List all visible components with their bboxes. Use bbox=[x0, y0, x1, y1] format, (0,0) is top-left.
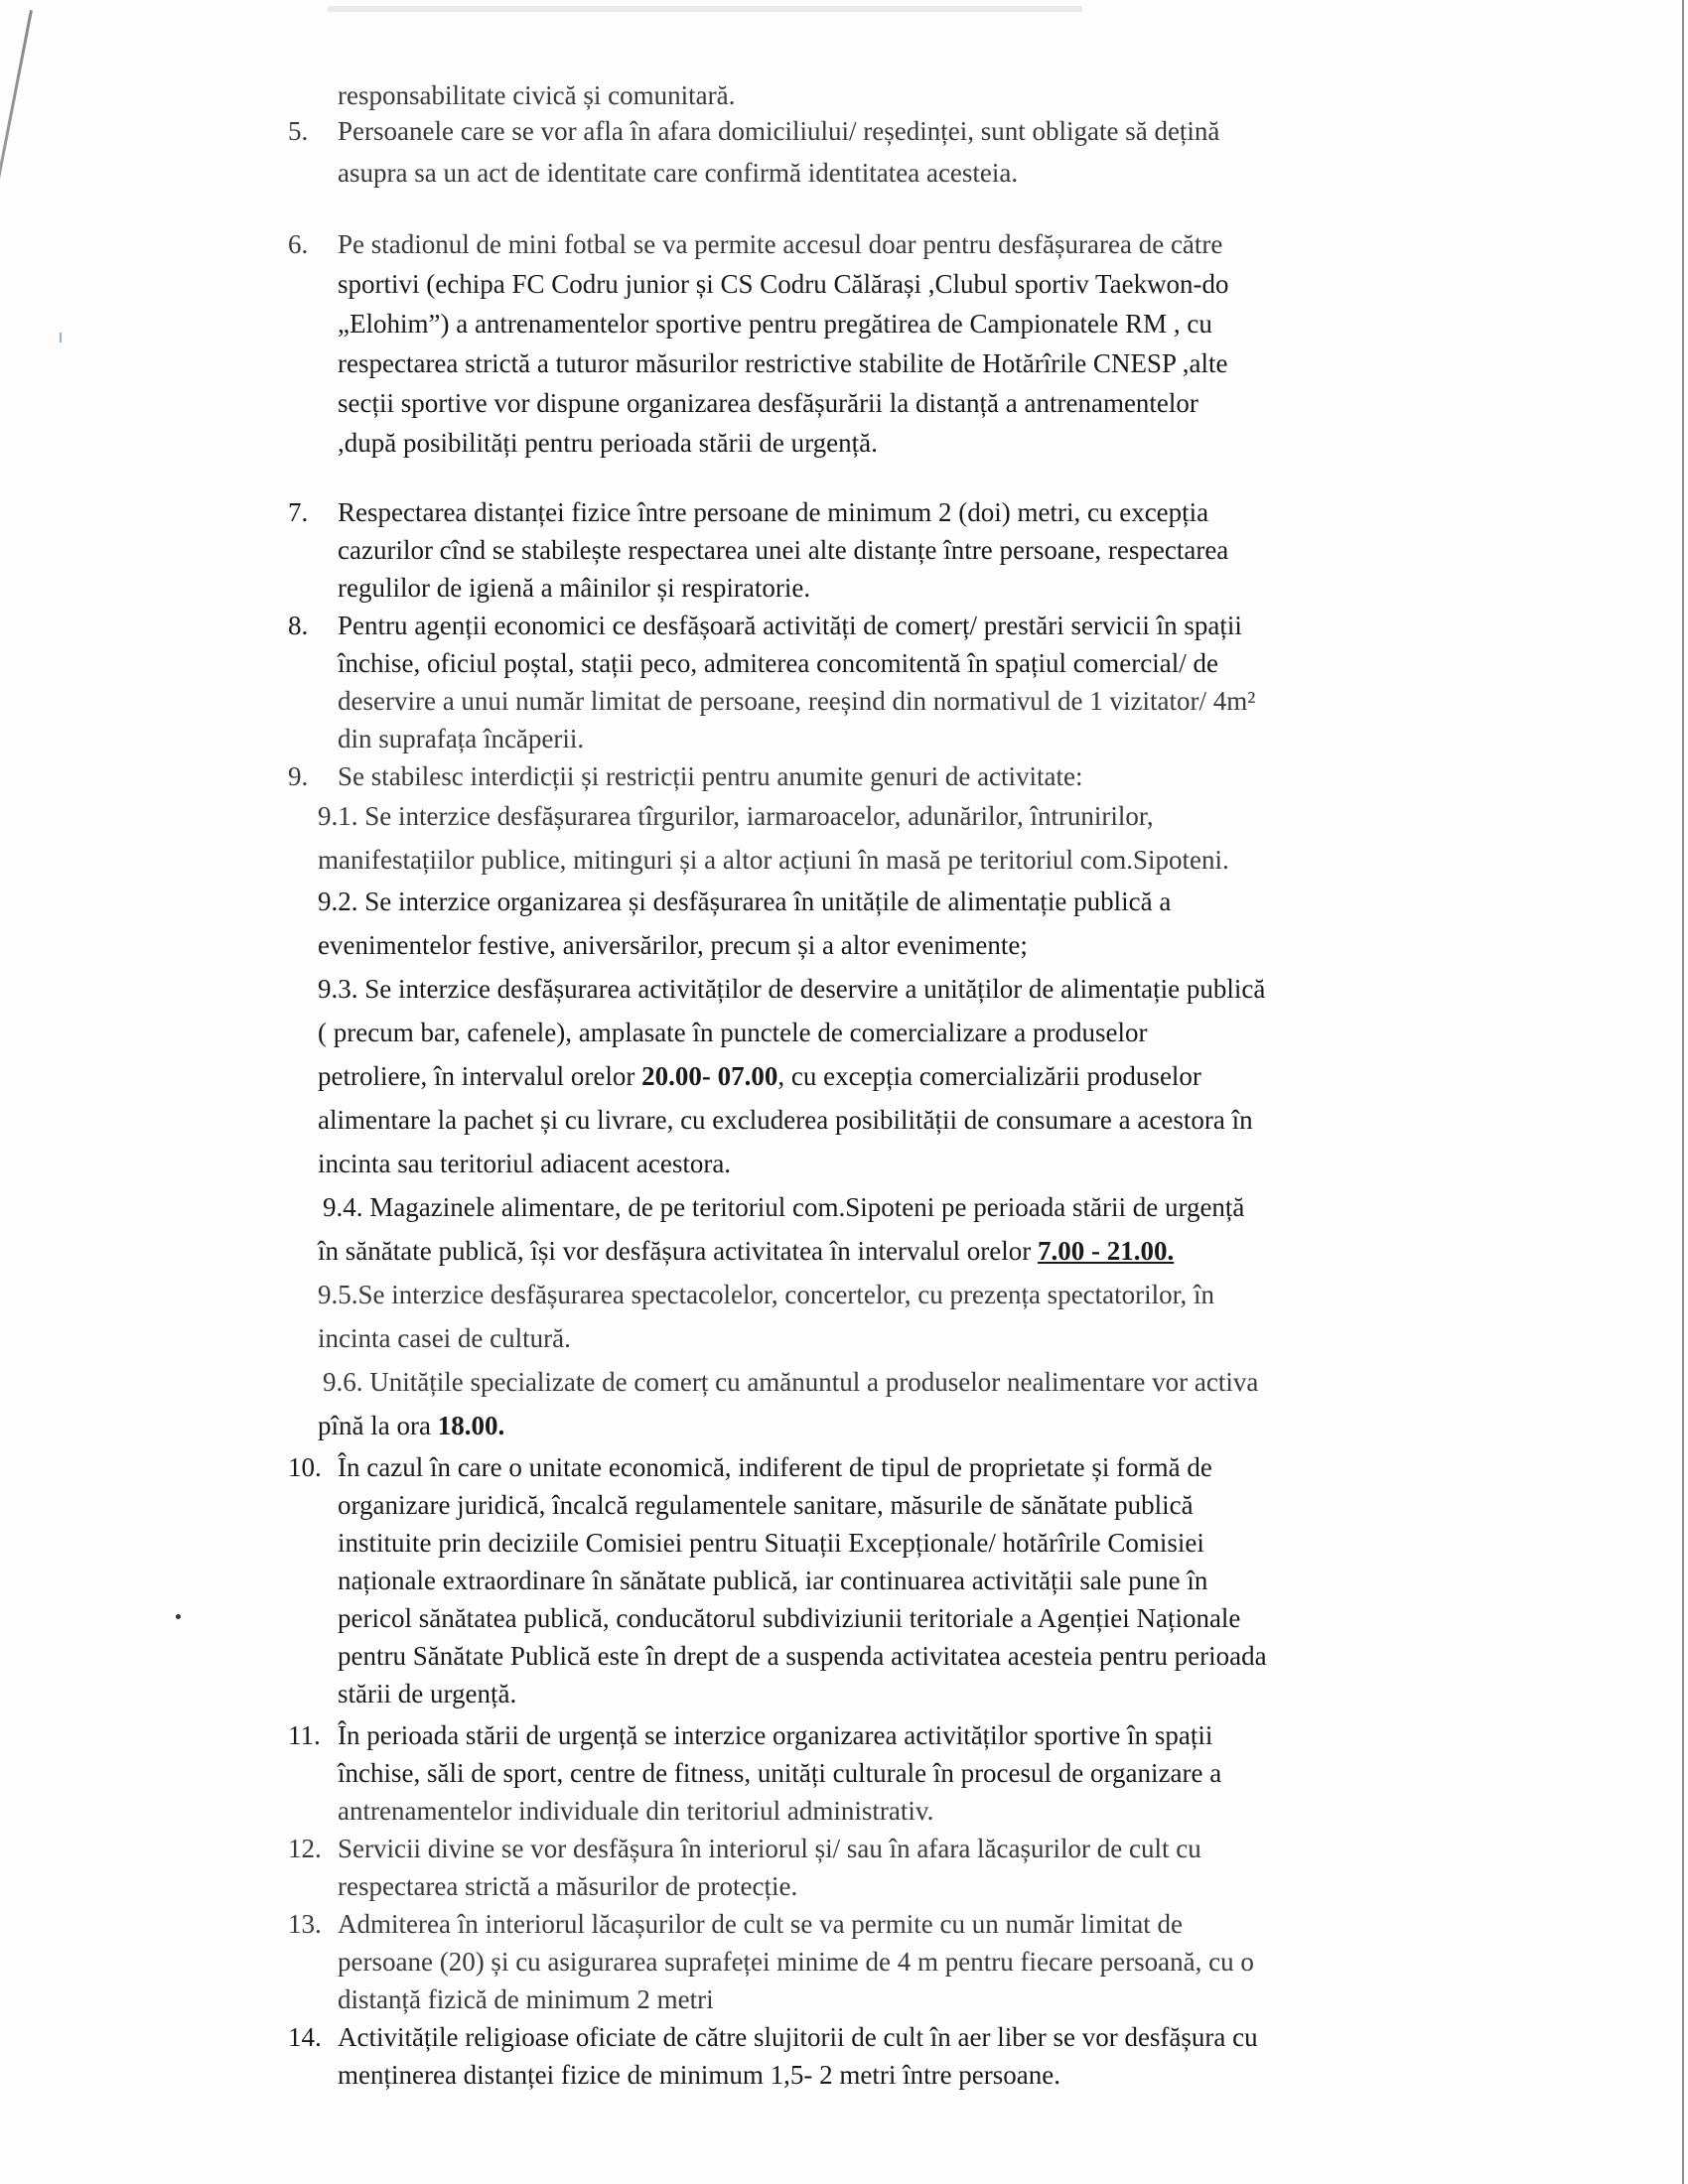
item10-line: stării de urgență. bbox=[338, 1679, 517, 1708]
scan-artifact-dot bbox=[176, 1614, 181, 1619]
item11-line: În perioada stării de urgență se interzice organizarea activităților sportive în spații bbox=[338, 1720, 1213, 1750]
scan-artifact-right-edge bbox=[1682, 0, 1684, 2184]
item9-6-text: pînă la ora bbox=[318, 1411, 438, 1440]
item6-line: Pe stadionul de mini fotbal se va permite accesul doar pentru desfășurarea de către bbox=[338, 229, 1223, 259]
item9-6-line bbox=[318, 1410, 504, 1441]
item10-line: organizare juridică, încalcă regulamentele sanitare, măsurile de sănătate publică bbox=[338, 1490, 1194, 1520]
item13-line: persoane (20) și cu asigurarea suprafeței minime de 4 m pentru fiecare persoană, cu o bbox=[338, 1947, 1254, 1977]
item10-line: naționale extraordinare în sănătate publică, iar continuarea activității sale pune în bbox=[338, 1566, 1208, 1595]
item12-line: Servicii divine se vor desfășura în interiorul și/ sau în afara lăcașurilor de cult cu bbox=[338, 1834, 1201, 1863]
item9-4-hours: 7.00 - 21.00. bbox=[1037, 1236, 1175, 1266]
item9-3-line: 9.3. Se interzice desfășurarea activităților de deservire a unităților de alimentație publică bbox=[318, 974, 1266, 1004]
item12-number: 12. bbox=[288, 1834, 322, 1863]
item9-4-text: în sănătate publică, își vor desfășura activitatea în intervalul orelor bbox=[318, 1236, 1038, 1266]
item7-line: cazurilor cînd se stabilește respectarea unei alte distanțe între persoane, respectarea bbox=[338, 535, 1229, 565]
item13-line: Admiterea în interiorul lăcașurilor de cult se va permite cu un număr limitat de bbox=[338, 1909, 1183, 1939]
item9-3-text: , cu excepția comercializării produselor bbox=[777, 1061, 1201, 1091]
item9-6-line: 9.6. Unitățile specializate de comerț cu amănuntul a produselor nealimentare vor activa bbox=[323, 1367, 1259, 1397]
item10-line: pentru Sănătate Publică este în drept de a suspenda activitatea acesteia pentru perioada bbox=[338, 1641, 1267, 1671]
item10-line: pericol sănătatea publică, conducătorul subdiviziunii teritoriale a Agenției Naționale bbox=[338, 1603, 1241, 1633]
item5-line: Persoanele care se vor afla în afara domiciliului/ reședinței, sunt obligate să dețină bbox=[338, 116, 1220, 146]
item13-number: 13. bbox=[288, 1909, 322, 1939]
item6-line: secții sportive vor dispune organizarea desfășurării la distanță a antrenamentelor bbox=[338, 388, 1198, 418]
item9-3-hours: 20.00- 07.00 bbox=[641, 1061, 778, 1091]
item9-3-line: incinta sau teritoriul adiacent acestora. bbox=[318, 1149, 732, 1178]
item6-line: sportivi (echipa FC Codru junior și CS Codru Călărași ,Clubul sportiv Taekwon-do bbox=[338, 269, 1229, 299]
item7-number: 7. bbox=[288, 497, 309, 527]
item9-intro: Se stabilesc interdicții și restricții pentru anumite genuri de activitate: bbox=[338, 761, 1083, 791]
item13-line: distanță fizică de minimum 2 metri bbox=[338, 1984, 714, 2014]
item9-3-text: petroliere, în intervalul orelor bbox=[318, 1061, 642, 1091]
item9-2-line: 9.2. Se interzice organizarea și desfășurarea în unitățile de alimentație publică a bbox=[318, 887, 1172, 916]
item8-line: din suprafața încăperii. bbox=[338, 724, 585, 753]
item9-1-line: 9.1. Se interzice desfășurarea tîrgurilor, iarmaroacelor, adunărilor, întrunirilor, bbox=[318, 801, 1154, 831]
item7-line: regulilor de igienă a mâinilor și respiratorie. bbox=[338, 573, 811, 603]
item9-3-line: alimentare la pachet și cu livrare, cu excluderea posibilității de consumare a acestora în bbox=[318, 1105, 1253, 1135]
item9-number: 9. bbox=[288, 761, 309, 791]
item8-number: 8. bbox=[288, 611, 309, 640]
item9-4-line: 9.4. Magazinele alimentare, de pe teritoriul com.Sipoteni pe perioada stării de urgență bbox=[323, 1192, 1245, 1222]
item9-2-line: evenimentelor festive, aniversărilor, precum și a altor evenimente; bbox=[318, 930, 1028, 960]
item10-line: instituite prin deciziile Comisiei pentru Situații Excepționale/ hotărîrile Comisiei bbox=[338, 1528, 1204, 1558]
item14-line: Activitățile religioase oficiate de către slujitorii de cult în aer liber se vor desfășura cu bbox=[338, 2022, 1258, 2052]
item11-line: antrenamentelor individuale din teritoriul administrativ. bbox=[338, 1796, 934, 1826]
item10-line: În cazul în care o unitate economică, indiferent de tipul de proprietate și formă de bbox=[338, 1452, 1212, 1482]
item9-6-hour: 18.00. bbox=[437, 1411, 505, 1440]
item10-number: 10. bbox=[288, 1452, 322, 1482]
item9-3-line bbox=[318, 1060, 1201, 1092]
item6-line: „Elohim”) a antrenamentelor sportive pentru pregătirea de Campionatele RM , cu bbox=[338, 309, 1212, 339]
item5-number: 5. bbox=[288, 116, 309, 146]
scan-artifact-top bbox=[328, 6, 1082, 12]
item5-line: asupra sa un act de identitate care confirmă identitatea acesteia. bbox=[338, 158, 1019, 188]
item6-line: ,după posibilități pentru perioada stării de urgență. bbox=[338, 428, 878, 458]
item12-line: respectarea strictă a măsurilor de protecție. bbox=[338, 1871, 798, 1901]
item9-5-line: 9.5.Se interzice desfășurarea spectacolelor, concertelor, cu prezența spectatorilor, în bbox=[318, 1280, 1215, 1309]
item11-line: închise, săli de sport, centre de fitness, unități culturale în procesul de organizare a bbox=[338, 1758, 1222, 1788]
item6-number: 6. bbox=[288, 229, 309, 259]
item14-number: 14. bbox=[288, 2022, 322, 2052]
item9-5-line: incinta casei de cultură. bbox=[318, 1323, 571, 1353]
item4-tail: responsabilitate civică și comunitară. bbox=[338, 80, 736, 110]
scan-artifact-left-line bbox=[0, 10, 33, 420]
item6-line: respectarea strictă a tuturor măsurilor restrictive stabilite de Hotărîrile CNESP ,alte bbox=[338, 348, 1228, 378]
item8-line: închise, oficiul poștal, stații peco, admiterea concomitentă în spațiul comercial/ de bbox=[338, 648, 1218, 678]
item11-number: 11. bbox=[288, 1720, 321, 1750]
item7-line: Respectarea distanței fizice între persoane de minimum 2 (doi) metri, cu excepția bbox=[338, 497, 1209, 527]
item14-line: menținerea distanței fizice de minimum 1,5- 2 metri între persoane. bbox=[338, 2060, 1060, 2090]
scan-artifact-mark bbox=[60, 333, 62, 342]
item9-1-line: manifestațiilor publice, mitinguri și a altor acțiuni în masă pe teritoriul com.Sipoteni. bbox=[318, 845, 1229, 875]
item8-line: Pentru agenții economici ce desfășoară activități de comerț/ prestări servicii în spații bbox=[338, 611, 1242, 640]
item9-3-line: ( precum bar, cafenele), amplasate în punctele de comercializare a produselor bbox=[318, 1018, 1148, 1047]
item8-line: deservire a unui număr limitat de persoane, reeșind din normativul de 1 vizitator/ 4m² bbox=[338, 686, 1256, 716]
item9-4-line bbox=[318, 1235, 1174, 1267]
